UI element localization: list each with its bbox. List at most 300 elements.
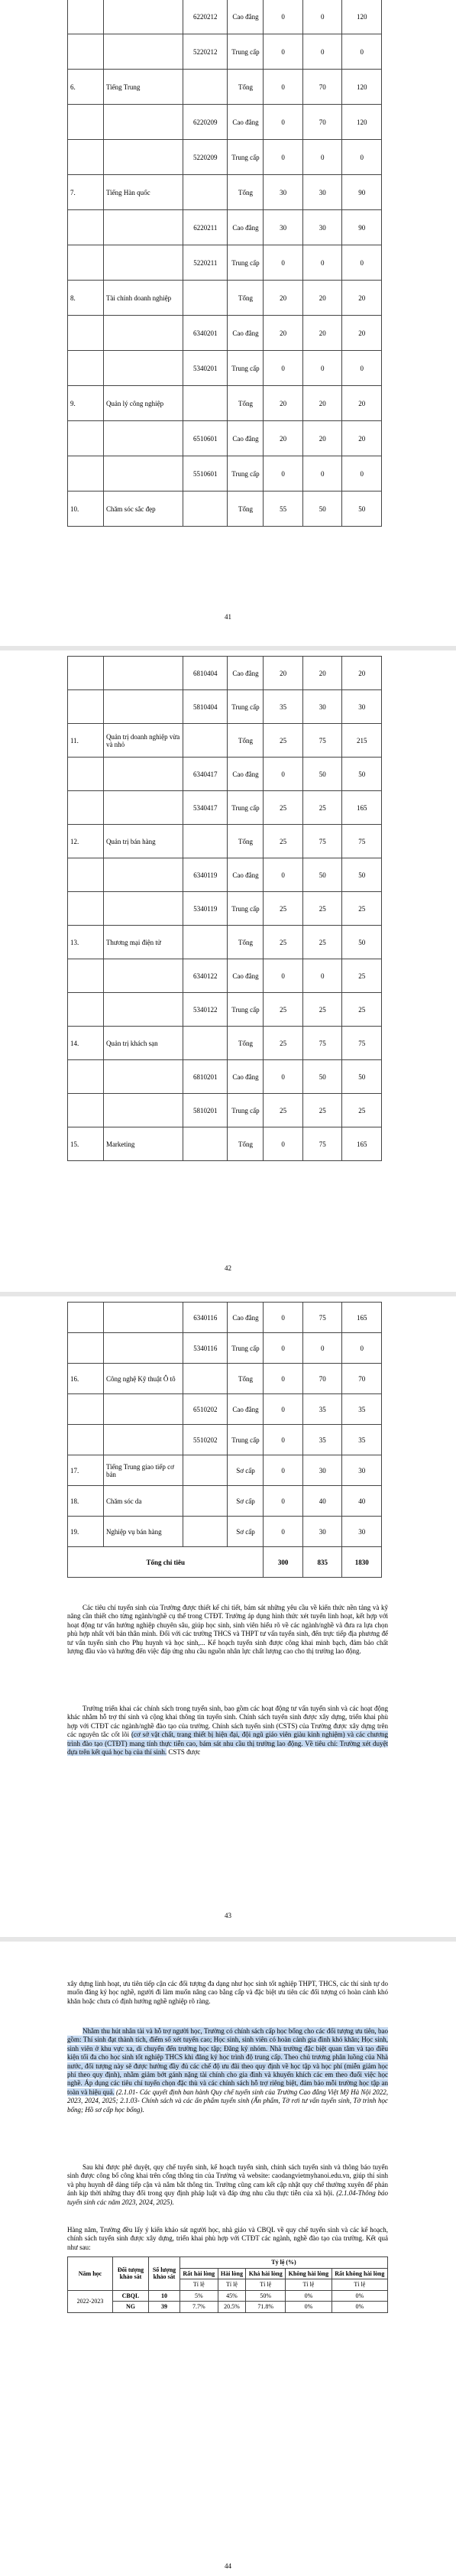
cell-program-code [183, 1486, 228, 1517]
cell-value: 0% [331, 2302, 387, 2313]
cell-no [68, 1394, 104, 1425]
cell-value-b: 20 [302, 386, 342, 421]
cell-level: Tổng [228, 386, 264, 421]
cell-no [68, 1094, 104, 1127]
cell-value-b: 0 [302, 456, 342, 492]
cell-value-a: 0 [264, 1060, 303, 1094]
unit-label: Tỉ lệ [286, 2279, 331, 2291]
cell-no [68, 245, 104, 281]
header-ratio: Tỷ lệ (%) [180, 2257, 388, 2269]
cell-program-name: Chăm sóc sắc đẹp [103, 492, 183, 527]
cell-level: Sơ cấp [228, 1486, 264, 1517]
cell-value-c: 0 [342, 351, 382, 386]
cell-program-name: Quản trị khách sạn [103, 1027, 183, 1060]
table-row [68, 140, 382, 175]
cell-program-name [103, 245, 183, 281]
cell-value-b: 40 [302, 1486, 342, 1517]
cell-value-b: 0 [302, 34, 342, 70]
cell-program-name [103, 1303, 183, 1333]
table-row [68, 456, 382, 492]
cell-no [68, 959, 104, 993]
cell-value-c: 25 [342, 1094, 382, 1127]
document-page-42 [0, 650, 456, 1292]
cell-level: Trung cấp [228, 245, 264, 281]
cell-program-name [103, 140, 183, 175]
table-row [68, 316, 382, 351]
cell-value-c: 20 [342, 657, 382, 690]
cell-no [68, 456, 104, 492]
cell-level: Cao đẳng [228, 1394, 264, 1425]
cell-value-a: 30 [264, 175, 303, 210]
cell-program-name [103, 1425, 183, 1455]
cell-value-c: 75 [342, 1027, 382, 1060]
cell-value-a: 0 [264, 1394, 303, 1425]
cell-value-c: 30 [342, 1517, 382, 1547]
table-row [68, 2302, 388, 2313]
table-row [68, 724, 382, 758]
cell-no [68, 140, 104, 175]
cell-program-code [183, 386, 228, 421]
table-row [68, 959, 382, 993]
cell-program-name [103, 1094, 183, 1127]
cell-value-a: 0 [264, 105, 303, 140]
cell-value-c: 20 [342, 316, 382, 351]
cell-level: Tổng [228, 1127, 264, 1161]
cell-program-name: Tài chính doanh nghiệp [103, 281, 183, 316]
enrollment-table-part-2 [67, 656, 382, 1161]
cell-no [68, 858, 104, 892]
table-row [68, 1364, 382, 1394]
cell-level: Trung cấp [228, 892, 264, 926]
cell-program-name: Chăm sóc da [103, 1486, 183, 1517]
page-number: 44 [225, 2562, 231, 2570]
cell-program-name [103, 791, 183, 825]
cell-value-b: 70 [302, 70, 342, 105]
cell-no [68, 210, 104, 245]
cell-year: 2022-2023 [68, 2290, 113, 2312]
cell-value-a: 25 [264, 993, 303, 1027]
cell-no [68, 351, 104, 386]
cell-program-code: 6340122 [183, 959, 228, 993]
cell-value-c: 0 [342, 140, 382, 175]
cell-value-a: 0 [264, 456, 303, 492]
cell-value-a: 0 [264, 351, 303, 386]
cell-no: 10. [68, 492, 104, 527]
cell-count: 10 [149, 2290, 180, 2302]
cell-value-c: 25 [342, 892, 382, 926]
cell-program-code [183, 724, 228, 758]
header-very-unsatisfied: Rất không hài lòng [331, 2268, 387, 2279]
cell-program-code [183, 1127, 228, 1161]
cell-program-code [183, 281, 228, 316]
cell-program-name: Công nghệ Kỹ thuật Ô tô [103, 1364, 183, 1394]
paragraph-survey-intro: Hàng năm, Trường đều lấy ý kiến khảo sát người học, nhà giáo và CBQL về quy chế tuyển sinh và các kế hoạch, chính sách tuyển sinh được xây dựng, triển khai phù hợp với CTĐT các ngành, nghề đào tạo của trường. Kết quả như sau: [67, 2226, 388, 2251]
paragraph-admission-criteria: Các tiêu chí tuyển sinh của Trường được thiết kế chi tiết, bám sát những yêu cầu về kiến thức nền tảng và kỹ năng cần thiết cho từng ngành/nghề cụ thể trong CTĐT. Trường áp dụng hình thức xét tuyển linh hoạt, kết hợp với hoạt động tư vấn hướng nghiệp chuyên sâu, giúp học sinh, sinh viên hiểu rõ về các ngành/nghề và đưa ra lựa chọn phù hợp nhất với bản thân mình. Đối với các trường THCS và THPT tư vấn tuyển sinh, đến trực tiếp địa phương để tư vấn tuyển sinh cho Phụ huynh và học sinh,... Kế hoạch tuyển sinh được công khai minh bạch, đảm bảo chất lượng đầu vào và hướng đến việc đáp ứng nhu cầu nguồn nhân lực chất lượng cao cho thị trường lao động. [67, 1604, 388, 1656]
cell-value-a: 0 [264, 959, 303, 993]
cell-value-a: 25 [264, 791, 303, 825]
cell-program-name: Marketing [103, 1127, 183, 1161]
cell-value-b: 75 [302, 1303, 342, 1333]
cell-value-b: 0 [302, 245, 342, 281]
cell-value-c: 30 [342, 690, 382, 724]
cell-program-code [183, 492, 228, 527]
unit-label: Tỉ lệ [246, 2279, 286, 2291]
cell-level: Cao đẳng [228, 210, 264, 245]
cell-value-b: 30 [302, 175, 342, 210]
cell-value: 7.7% [180, 2302, 218, 2313]
cell-program-code: 6810201 [183, 1060, 228, 1094]
cell-value-b: 75 [302, 825, 342, 858]
cell-no: 16. [68, 1364, 104, 1394]
cell-value-b: 50 [302, 492, 342, 527]
table-row [68, 791, 382, 825]
cell-program-name: Tiếng Trung giao tiếp cơ bản [103, 1455, 183, 1486]
unit-label: Tỉ lệ [180, 2279, 218, 2291]
table-row [68, 281, 382, 316]
cell-value-c: 0 [342, 245, 382, 281]
cell-no: 6. [68, 70, 104, 105]
cell-value-a: 20 [264, 316, 303, 351]
cell-program-name [103, 34, 183, 70]
cell-program-code: 5510601 [183, 456, 228, 492]
cell-level: Tổng [228, 70, 264, 105]
cell-value-a: 20 [264, 281, 303, 316]
cell-program-code [183, 825, 228, 858]
cell-no [68, 0, 104, 34]
cell-level: Trung cấp [228, 1425, 264, 1455]
cell-subject: CBQL [113, 2290, 149, 2302]
cell-value-b: 25 [302, 926, 342, 959]
cell-program-name [103, 892, 183, 926]
cell-value-c: 165 [342, 1303, 382, 1333]
cell-program-code [183, 175, 228, 210]
table-row [68, 1303, 382, 1333]
cell-level: Sơ cấp [228, 1517, 264, 1547]
cell-value-a: 35 [264, 690, 303, 724]
cell-program-name [103, 105, 183, 140]
cell-value-b: 35 [302, 1425, 342, 1455]
table-row [68, 892, 382, 926]
cell-program-name [103, 456, 183, 492]
table-row [68, 175, 382, 210]
header-very-satisfied: Rất hài lòng [180, 2268, 218, 2279]
cell-level: Tổng [228, 492, 264, 527]
cell-level: Trung cấp [228, 993, 264, 1027]
cell-program-name [103, 1060, 183, 1094]
cell-program-name [103, 690, 183, 724]
cell-value: 45% [218, 2290, 246, 2302]
cell-value-a: 20 [264, 386, 303, 421]
table-row [68, 421, 382, 456]
cell-program-code: 6340119 [183, 858, 228, 892]
cell-value: 50% [246, 2290, 286, 2302]
cell-total-a: 300 [264, 1547, 303, 1578]
cell-level: Sơ cấp [228, 1455, 264, 1486]
cell-value: 0% [331, 2290, 387, 2302]
cell-value: 0% [286, 2290, 331, 2302]
cell-value-b: 30 [302, 1455, 342, 1486]
cell-value-b: 25 [302, 1094, 342, 1127]
cell-program-name [103, 351, 183, 386]
header-fairly-satisfied: Khá hài lòng [246, 2268, 286, 2279]
cell-value-a: 0 [264, 34, 303, 70]
unit-label: Tỉ lệ [218, 2279, 246, 2291]
cell-level: Trung cấp [228, 351, 264, 386]
cell-value-c: 0 [342, 34, 382, 70]
cell-value-c: 30 [342, 1455, 382, 1486]
cell-level: Trung cấp [228, 140, 264, 175]
cell-program-code [183, 1364, 228, 1394]
cell-program-name [103, 657, 183, 690]
header-count: Số lượng khảo sát [149, 2257, 180, 2291]
cell-value-a: 30 [264, 210, 303, 245]
table-row [68, 1517, 382, 1547]
paragraph-policy-continued: xây dựng linh hoạt, ưu tiên tiếp cận các đối tượng đa dạng như học sinh tốt nghiệp THPT, THCS, các thí sinh tự do muốn đăng ký học nghề, người đi làm muốn nâng cao bằng cấp và đặc biệt ưu tiên các đối tượng có hoàn cảnh khó khăn hoặc chưa có định hướng nghề nghiệp rõ ràng. [67, 1980, 388, 2005]
cell-level: Trung cấp [228, 1333, 264, 1364]
cell-no [68, 993, 104, 1027]
cell-value: 71.8% [246, 2302, 286, 2313]
cell-no: 14. [68, 1027, 104, 1060]
cell-total-label: Tổng chỉ tiêu [68, 1547, 264, 1578]
cell-level: Cao đẳng [228, 105, 264, 140]
cell-value: 5% [180, 2290, 218, 2302]
cell-no: 18. [68, 1486, 104, 1517]
cell-total-b: 835 [302, 1547, 342, 1578]
cell-program-code [183, 926, 228, 959]
cell-value: 20.5% [218, 2302, 246, 2313]
cell-value-a: 0 [264, 1455, 303, 1486]
cell-program-code: 5810404 [183, 690, 228, 724]
cell-level: Tổng [228, 175, 264, 210]
cell-value-a: 25 [264, 1027, 303, 1060]
cell-value-c: 40 [342, 1486, 382, 1517]
cell-no [68, 690, 104, 724]
cell-value-a: 0 [264, 140, 303, 175]
cell-value-b: 30 [302, 210, 342, 245]
cell-level: Cao đẳng [228, 858, 264, 892]
cell-no [68, 105, 104, 140]
cell-value-c: 20 [342, 281, 382, 316]
cell-value-c: 25 [342, 959, 382, 993]
cell-value: 0% [286, 2302, 331, 2313]
cell-level: Cao đẳng [228, 421, 264, 456]
cell-program-name: Quản trị bán hàng [103, 825, 183, 858]
table-row [68, 105, 382, 140]
header-satisfied: Hài lòng [218, 2268, 246, 2279]
cell-value-c: 20 [342, 421, 382, 456]
cell-no [68, 791, 104, 825]
cell-total-c: 1830 [342, 1547, 382, 1578]
cell-value-c: 90 [342, 210, 382, 245]
table-row [68, 1394, 382, 1425]
cell-value-b: 20 [302, 657, 342, 690]
table-row [68, 1333, 382, 1364]
table-row [68, 0, 382, 34]
cell-value-c: 20 [342, 386, 382, 421]
cell-program-code: 5220212 [183, 34, 228, 70]
cell-program-name [103, 210, 183, 245]
cell-value-c: 90 [342, 175, 382, 210]
table-row [68, 825, 382, 858]
cell-value-a: 25 [264, 724, 303, 758]
cell-program-name [103, 858, 183, 892]
page-number: 41 [225, 613, 231, 621]
table-row [68, 993, 382, 1027]
cell-program-code: 6510601 [183, 421, 228, 456]
cell-level: Trung cấp [228, 1094, 264, 1127]
cell-value-c: 50 [342, 758, 382, 791]
cell-program-code: 6510202 [183, 1394, 228, 1425]
cell-value-b: 25 [302, 892, 342, 926]
cell-value-a: 0 [264, 1425, 303, 1455]
enrollment-table-part-3 [67, 1302, 382, 1578]
cell-value-c: 50 [342, 926, 382, 959]
cell-value-a: 25 [264, 892, 303, 926]
cell-program-name: Quản lý công nghiệp [103, 386, 183, 421]
document-page-43 [0, 1296, 456, 1937]
cell-value-a: 25 [264, 1094, 303, 1127]
table-row [68, 34, 382, 70]
cell-value-a: 0 [264, 858, 303, 892]
table-row [68, 492, 382, 527]
cell-value-c: 50 [342, 492, 382, 527]
cell-value-c: 0 [342, 456, 382, 492]
document-page-44 [0, 1942, 456, 2576]
page-number: 43 [225, 1912, 231, 1919]
cell-value-b: 0 [302, 351, 342, 386]
cell-no: 9. [68, 386, 104, 421]
table-row [68, 858, 382, 892]
cell-value-c: 35 [342, 1425, 382, 1455]
paragraph-scholarship: Nhằm thu hút nhân tài và hỗ trợ người học, Trường có chính sách cấp học bổng cho các đối tượng ưu tiên, bao gồm: Thí sinh đạt thành tích, điểm số xét tuyển cao; Học sinh, sinh viên có hoàn cảnh gia đình khó khăn; Học sinh, sinh viên ở khu vực xa, di chuyển đến trường học tập; Đăng ký nhóm. Nhà trường đặc biệt quan tâm và tạo điều kiện tối đa cho học sinh tốt nghiệp THCS khi đăng ký học trình độ trung cấp. Theo chủ trương phân luồng của Nhà nước, đối tượng này sẽ được hưởng đầy đủ các chế độ ưu đãi theo quy định về học tập và học phí (miễn giảm học phí theo quy định), nhằm giảm bớt gánh nặng tài chính cho gia đình và khuyến khích các em theo đuổi việc học nghề. Áp dụng các tiêu chí tuyển chọn đặc thù và các chính sách hỗ trợ riêng biệt, đảm bảo mỗi trường học tập an toàn và hiệu quả. (2.1.01- Các quyết định ban hành Quy chế tuyển sinh của Trường Cao đẳng Việt Mỹ Hà Nội 2022, 2023, 2024, 2025; 2.1.03- Chính sách và các ấn phẩm tuyển sinh (Ấn phẩm, Tờ rơi tư vấn tuyển sinh, Tờ trình học bổng; Hồ sơ cấp học bổng). [67, 2027, 388, 2114]
table-row [68, 926, 382, 959]
cell-value-a: 0 [264, 70, 303, 105]
table-row [68, 1127, 382, 1161]
cell-program-name [103, 959, 183, 993]
cell-value-b: 50 [302, 758, 342, 791]
cell-program-name [103, 0, 183, 34]
cell-no [68, 316, 104, 351]
table-row [68, 2290, 388, 2302]
cell-level: Trung cấp [228, 456, 264, 492]
cell-value-a: 0 [264, 0, 303, 34]
cell-value-a: 25 [264, 926, 303, 959]
paragraph-admission-policy: Trường triển khai các chính sách trong tuyển sinh, bao gồm các hoạt động tư vấn tuyển sinh và các hoạt động khác nhằm hỗ trợ thí sinh và cộng khai thông tin tuyển sinh. Chính sách tuyển sinh được xây dựng, triển khai phù hợp với CTĐT các ngành/nghề đào tạo của trường. Chính sách tuyển sinh (CSTS) của Trường được xây dựng trên các nguyên tắc cốt lõi (cơ sở vật chất, trang thiết bị hiện đại, đội ngũ giáo viên giàu kinh nghiệm) và các chương trình đào tạo (CTĐT) mang tính thực tiễn cao, bám sát nhu cầu thị trường lao động. Về tiêu chí: Trường xét duyệt dựa trên kết quả học bạ của thí sinh. CSTS được [67, 1705, 388, 1757]
cell-level: Cao đẳng [228, 316, 264, 351]
cell-no: 11. [68, 724, 104, 758]
cell-no [68, 34, 104, 70]
cell-value-c: 75 [342, 825, 382, 858]
cell-no [68, 1333, 104, 1364]
page-number: 42 [225, 1264, 231, 1272]
cell-level: Tổng [228, 724, 264, 758]
cell-program-code: 5220209 [183, 140, 228, 175]
cell-no [68, 1060, 104, 1094]
cell-no [68, 892, 104, 926]
cell-no [68, 421, 104, 456]
cell-value-c: 70 [342, 1364, 382, 1394]
cell-program-name: Thương mại điện tử [103, 926, 183, 959]
cell-value-c: 50 [342, 858, 382, 892]
cell-value-b: 30 [302, 690, 342, 724]
cell-value-c: 215 [342, 724, 382, 758]
cell-program-code: 6340116 [183, 1303, 228, 1333]
cell-program-code [183, 70, 228, 105]
cell-value-b: 25 [302, 791, 342, 825]
cell-value-b: 50 [302, 1060, 342, 1094]
cell-level: Tổng [228, 825, 264, 858]
cell-program-name [103, 1394, 183, 1425]
cell-value-b: 0 [302, 140, 342, 175]
cell-program-code: 5340116 [183, 1333, 228, 1364]
cell-level: Tổng [228, 926, 264, 959]
table-row [68, 351, 382, 386]
cell-value-a: 0 [264, 245, 303, 281]
cell-value-b: 0 [302, 0, 342, 34]
cell-value-a: 0 [264, 1517, 303, 1547]
cell-level: Cao đẳng [228, 0, 264, 34]
cell-value-a: 0 [264, 1333, 303, 1364]
cell-program-code: 6220211 [183, 210, 228, 245]
cell-no: 7. [68, 175, 104, 210]
cell-level: Cao đẳng [228, 1060, 264, 1094]
cell-program-name: Quản trị doanh nghiệp vừa và nhỏ [103, 724, 183, 758]
cell-value-a: 0 [264, 1303, 303, 1333]
cell-level: Cao đẳng [228, 758, 264, 791]
header-subject: Đối tượng khảo sát [113, 2257, 149, 2291]
cell-no: 15. [68, 1127, 104, 1161]
cell-value-b: 0 [302, 959, 342, 993]
table-row [68, 210, 382, 245]
cell-program-code: 6220209 [183, 105, 228, 140]
cell-no: 8. [68, 281, 104, 316]
cell-count: 39 [149, 2302, 180, 2313]
table-total-row [68, 1547, 382, 1578]
cell-level: Cao đẳng [228, 1303, 264, 1333]
cell-value-a: 0 [264, 1127, 303, 1161]
cell-program-code: 5220211 [183, 245, 228, 281]
cell-value-a: 20 [264, 657, 303, 690]
cell-value-b: 20 [302, 421, 342, 456]
cell-level: Tổng [228, 1364, 264, 1394]
cell-value-b: 25 [302, 993, 342, 1027]
cell-value-c: 165 [342, 1127, 382, 1161]
cell-value-b: 20 [302, 316, 342, 351]
cell-value-c: 165 [342, 791, 382, 825]
cell-value-b: 50 [302, 858, 342, 892]
cell-value-a: 0 [264, 1486, 303, 1517]
cell-program-code [183, 1027, 228, 1060]
cell-value-c: 120 [342, 0, 382, 34]
cell-subject: NG [113, 2302, 149, 2313]
cell-program-name [103, 421, 183, 456]
cell-program-name [103, 316, 183, 351]
unit-label: Tỉ lệ [331, 2279, 387, 2291]
cell-no: 17. [68, 1455, 104, 1486]
cell-level: Trung cấp [228, 690, 264, 724]
cell-level: Tổng [228, 281, 264, 316]
cell-value-a: 25 [264, 825, 303, 858]
cell-value-b: 75 [302, 1027, 342, 1060]
cell-value-a: 55 [264, 492, 303, 527]
table-row [68, 70, 382, 105]
table-row [68, 657, 382, 690]
table-row [68, 1455, 382, 1486]
cell-no [68, 1425, 104, 1455]
enrollment-table-part-1 [67, 0, 382, 527]
cell-program-code: 5510202 [183, 1425, 228, 1455]
cell-value-b: 70 [302, 1364, 342, 1394]
